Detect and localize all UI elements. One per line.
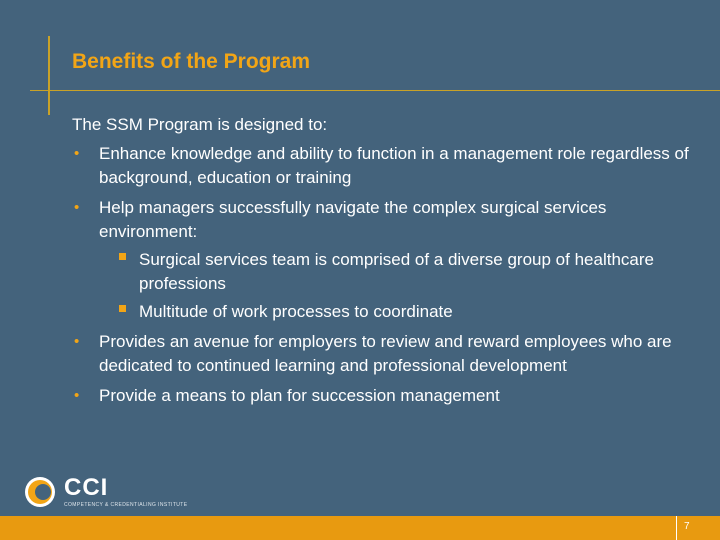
bullet-dot-icon: •	[74, 387, 80, 404]
bullet-text: Provide a means to plan for succession management	[99, 386, 500, 405]
page-number-divider	[676, 516, 677, 540]
intro-text: The SSM Program is designed to:	[72, 115, 328, 134]
bullet-item	[72, 330, 702, 378]
square-bullet-icon	[119, 305, 126, 312]
bullet-dot-icon: •	[74, 333, 80, 350]
sub-bullet-text: Surgical services team is comprised of a diverse group of healthcare professions	[139, 250, 654, 293]
sub-bullet-text: Multitude of work processes to coordinate	[139, 302, 453, 321]
bullet-item	[72, 384, 702, 408]
sub-bullet-list	[99, 248, 702, 324]
bullet-dot-icon: •	[74, 199, 80, 216]
bullet-item	[72, 142, 702, 190]
logo-tagline: COMPETENCY & CREDENTIALING INSTITUTE	[64, 502, 188, 508]
cci-logo	[24, 474, 224, 510]
square-bullet-icon	[119, 253, 126, 260]
frame-vertical-line	[48, 36, 50, 115]
page-number: 7	[684, 521, 690, 532]
cci-logo-mark-icon	[24, 476, 56, 508]
frame-horizontal-line	[30, 90, 720, 91]
slide-content	[72, 113, 702, 414]
bullet-text: Enhance knowledge and ability to function in a management role regardless of background, education or training	[99, 144, 689, 187]
bullet-list	[72, 142, 702, 408]
bullet-text: Provides an avenue for employers to review and reward employees who are dedicated to continued learning and professional development	[99, 332, 672, 375]
bullet-item	[72, 196, 702, 324]
footer-bar	[0, 516, 720, 540]
slide-title: Benefits of the Program	[72, 50, 311, 73]
logo-wordmark: CCI	[64, 474, 109, 501]
bullet-dot-icon: •	[74, 145, 80, 162]
sub-bullet-item	[109, 300, 702, 324]
sub-bullet-item	[109, 248, 702, 296]
bullet-text: Help managers successfully navigate the complex surgical services environment:	[99, 198, 607, 241]
